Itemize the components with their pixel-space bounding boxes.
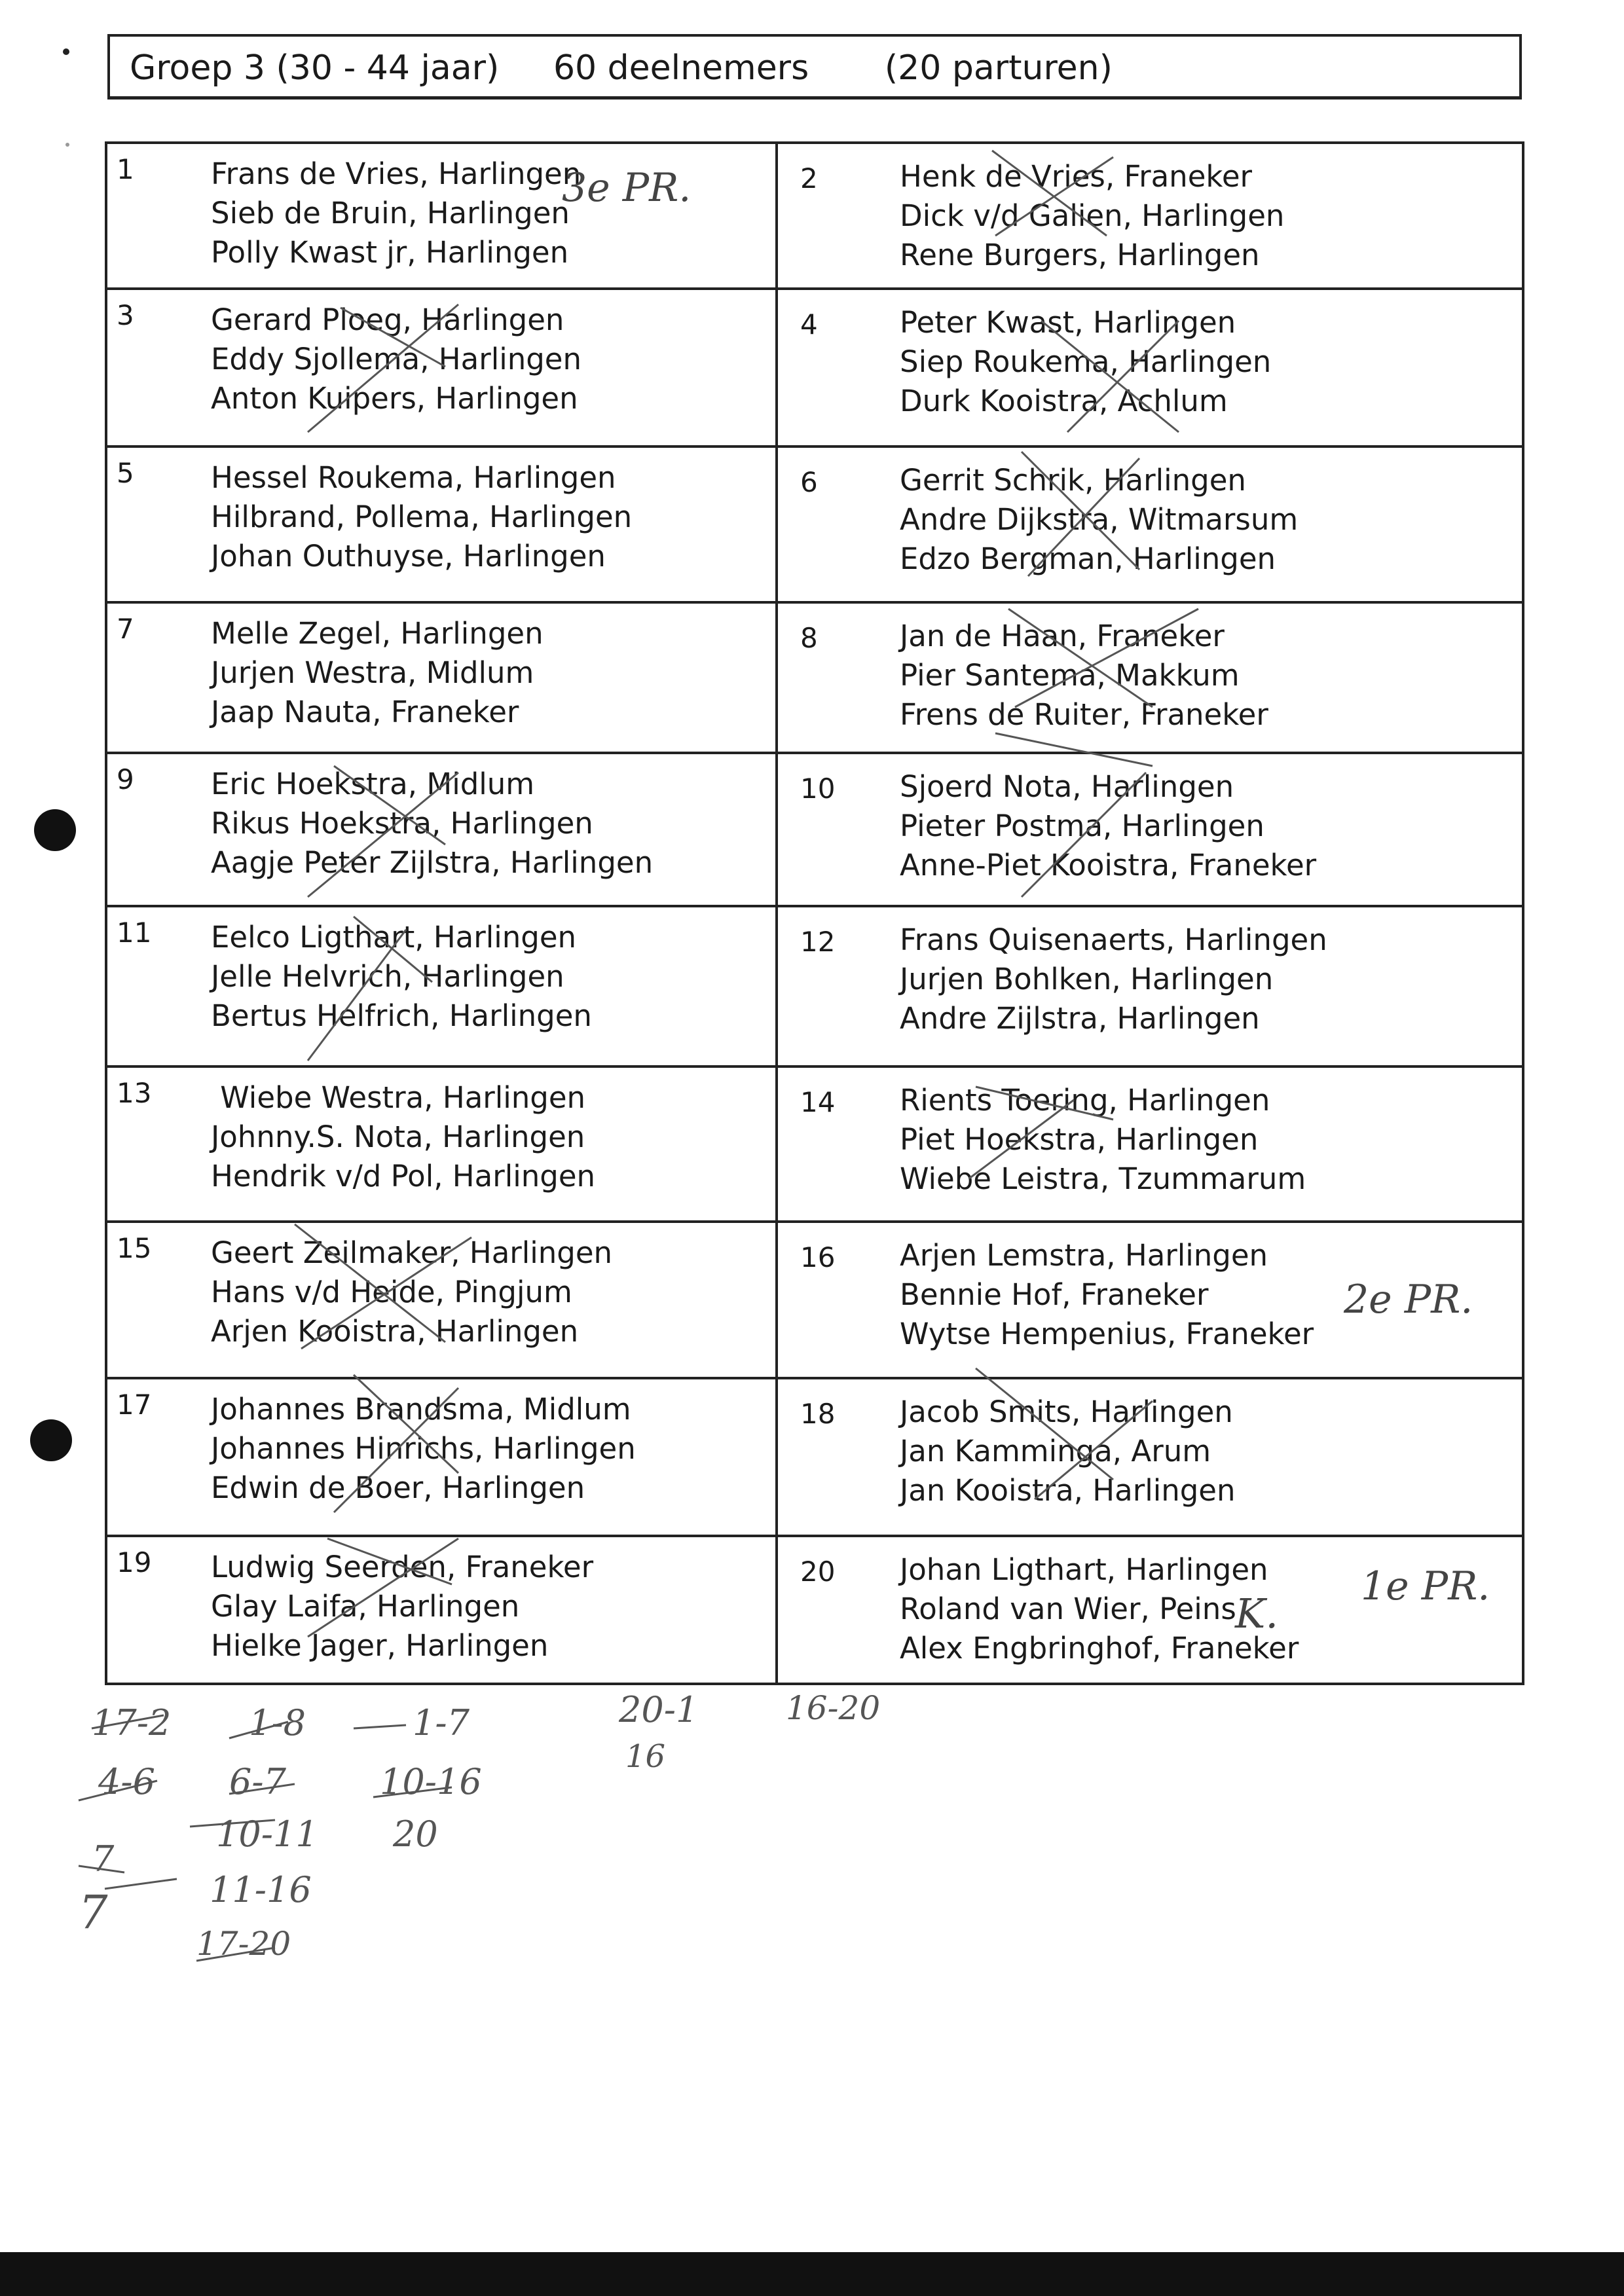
team-member: Pieter Postma, Harlingen bbox=[900, 809, 1264, 844]
team-member: Rikus Hoekstra, Harlingen bbox=[211, 806, 593, 841]
team-number: 13 bbox=[117, 1076, 152, 1109]
crossout-team-18 bbox=[976, 1368, 1153, 1499]
crossout-team-17 bbox=[334, 1375, 458, 1512]
note-col2-1: 1-8 bbox=[249, 1702, 306, 1743]
crossout-team-10 bbox=[995, 733, 1153, 897]
team-member: Hans v/d Heide, Pingjum bbox=[211, 1275, 572, 1310]
team-member: Johan Ligthart, Harlingen bbox=[900, 1552, 1268, 1588]
team-member: Wiebe Westra, Harlingen bbox=[211, 1080, 586, 1115]
note-col2-4: 11-16 bbox=[210, 1869, 312, 1910]
note-col4-1: 20-1 bbox=[619, 1689, 699, 1730]
team-number: 5 bbox=[117, 457, 134, 490]
crossout-team-15 bbox=[295, 1224, 471, 1349]
note-col1-3: 7 bbox=[92, 1838, 115, 1880]
team-member: Hessel Roukema, Harlingen bbox=[211, 460, 616, 496]
page-title: Groep 3 (30 - 44 jaar) 60 deelnemers (20 parturen) bbox=[130, 48, 1113, 88]
note-col4-2: 16 bbox=[625, 1738, 666, 1775]
team-member: Rene Burgers, Harlingen bbox=[900, 238, 1260, 272]
team-member: Rients Toering, Harlingen bbox=[900, 1082, 1270, 1118]
team-member: Pier Santema, Makkum bbox=[900, 657, 1240, 693]
crossout-team-3 bbox=[308, 304, 458, 432]
crossout-team-2 bbox=[992, 151, 1113, 236]
team-member: Anne-Piet Kooistra, Franeker bbox=[900, 848, 1317, 883]
team-number: 6 bbox=[800, 466, 818, 499]
k-note: K. bbox=[1235, 1590, 1279, 1637]
team-number: 20 bbox=[800, 1556, 836, 1588]
team-number: 12 bbox=[800, 925, 836, 958]
team-number: 11 bbox=[117, 916, 152, 949]
team-member: Jan Kamminga, Arum bbox=[900, 1433, 1211, 1468]
team-number: 2 bbox=[800, 162, 818, 194]
team-member: Jacob Smits, Harlingen bbox=[900, 1394, 1233, 1429]
team-number: 8 bbox=[800, 621, 818, 654]
team-number: 19 bbox=[117, 1546, 152, 1579]
team-member: Frens de Ruiter, Franeker bbox=[900, 697, 1268, 732]
team-member: Sjoerd Nota, Harlingen bbox=[900, 769, 1234, 805]
crossout-team-6 bbox=[1022, 452, 1139, 576]
team-member: Jurjen Westra, Midlum bbox=[211, 655, 534, 690]
team-member: Geert Zeilmaker, Harlingen bbox=[211, 1235, 613, 1271]
prize-note-1: 1e PR. bbox=[1361, 1563, 1490, 1609]
team-member: Sieb de Bruin, Harlingen bbox=[211, 196, 570, 230]
team-number: 10 bbox=[800, 773, 836, 805]
team-member: Johannes Brandsma, Midlum bbox=[211, 1391, 631, 1427]
team-member: Frans de Vries, Harlingen bbox=[211, 156, 581, 191]
prize-note-2: 2e PR. bbox=[1344, 1277, 1473, 1322]
note-col1-4: 7 bbox=[79, 1886, 108, 1939]
team-member: Eelco Ligthart, Harlingen bbox=[211, 919, 577, 955]
team-member: Gerard Ploeg, Harlingen bbox=[211, 302, 564, 337]
team-member: Arjen Lemstra, Harlingen bbox=[900, 1238, 1268, 1273]
team-member: Jelle Helvrich, Harlingen bbox=[211, 958, 564, 994]
team-member: Jan Kooistra, Harlingen bbox=[900, 1472, 1236, 1508]
note-col5-1: 16-20 bbox=[786, 1689, 881, 1727]
note-col2-3: 10-11 bbox=[216, 1813, 318, 1855]
team-member: Frans Quisenaerts, Harlingen bbox=[900, 922, 1327, 957]
team-number: 9 bbox=[117, 763, 134, 796]
crossout-team-9 bbox=[308, 766, 458, 897]
note-col2-2: 6-7 bbox=[229, 1761, 286, 1802]
team-member: Ludwig Seerden, Franeker bbox=[211, 1550, 594, 1585]
team-member: Hendrik v/d Pol, Harlingen bbox=[211, 1158, 596, 1194]
team-member: Durk Kooistra, Achlum bbox=[900, 383, 1228, 418]
team-member: Dick v/d Galien, Harlingen bbox=[900, 198, 1285, 233]
team-member: Johannes Hinrichs, Harlingen bbox=[211, 1430, 636, 1466]
team-member: Bennie Hof, Franeker bbox=[900, 1277, 1209, 1313]
team-number: 17 bbox=[117, 1388, 152, 1421]
team-member: Henk de Vries, Franeker bbox=[900, 159, 1253, 194]
note-col1-2: 4-6 bbox=[98, 1761, 155, 1802]
scan-edge-bar bbox=[0, 2252, 1624, 2296]
team-member: Hielke Jager, Harlingen bbox=[211, 1628, 549, 1664]
team-member: Melle Zegel, Harlingen bbox=[211, 615, 544, 651]
team-number: 16 bbox=[800, 1241, 836, 1274]
team-member: Piet Hoekstra, Harlingen bbox=[900, 1121, 1259, 1157]
team-member: Anton Kuipers, Harlingen bbox=[211, 380, 578, 416]
team-member: Hilbrand, Pollema, Harlingen bbox=[211, 500, 633, 535]
note-col1-1: 17-2 bbox=[92, 1702, 172, 1743]
team-member: Eric Hoekstra, Midlum bbox=[211, 767, 535, 802]
team-member: Johan Outhuyse, Harlingen bbox=[211, 539, 606, 574]
team-member: Johnny.S. Nota, Harlingen bbox=[211, 1119, 585, 1154]
team-number: 15 bbox=[117, 1232, 152, 1265]
team-member: Wiebe Leistra, Tzummarum bbox=[900, 1161, 1306, 1196]
team-member: Polly Kwast jr, Harlingen bbox=[211, 235, 569, 270]
team-number: 14 bbox=[800, 1085, 836, 1118]
team-member: Eddy Sjollema, Harlingen bbox=[211, 341, 582, 376]
team-member: Gerrit Schrik, Harlingen bbox=[900, 463, 1246, 498]
team-number: 3 bbox=[117, 299, 134, 331]
crossout-team-8 bbox=[1008, 609, 1198, 707]
prize-note-3: 3e PR. bbox=[562, 165, 692, 211]
team-member: Edwin de Boer, Harlingen bbox=[211, 1470, 585, 1505]
team-member: Bertus Helfrich, Harlingen bbox=[211, 998, 592, 1033]
team-member: Jan de Haan, Franeker bbox=[900, 618, 1225, 653]
team-member: Alex Engbringhof, Franeker bbox=[900, 1631, 1299, 1666]
crossout-team-14 bbox=[969, 1087, 1113, 1178]
team-member: Wytse Hempenius, Franeker bbox=[900, 1317, 1314, 1352]
crossout-team-4 bbox=[1041, 321, 1179, 432]
team-member: Aagje Peter Zijlstra, Harlingen bbox=[211, 845, 654, 881]
team-member: Andre Dijkstra, Witmarsum bbox=[900, 502, 1299, 538]
team-member: Arjen Kooistra, Harlingen bbox=[211, 1314, 579, 1349]
team-member: Roland van Wier, Peins bbox=[900, 1592, 1236, 1627]
team-member: Andre Zijlstra, Harlingen bbox=[900, 1000, 1260, 1036]
team-number: 7 bbox=[117, 612, 134, 645]
team-number: 18 bbox=[800, 1397, 836, 1430]
team-member: Siep Roukema, Harlingen bbox=[900, 344, 1272, 379]
team-member: Jaap Nauta, Franeker bbox=[211, 694, 519, 729]
note-col3-1: 1-7 bbox=[413, 1702, 470, 1743]
team-member: Edzo Bergman, Harlingen bbox=[900, 541, 1276, 577]
team-member: Jurjen Bohlken, Harlingen bbox=[900, 961, 1274, 996]
crossout-team-19 bbox=[308, 1539, 458, 1637]
crossout-team-11 bbox=[308, 917, 432, 1061]
team-member: Peter Kwast, Harlingen bbox=[900, 304, 1236, 340]
team-member: Glay Laifa, Harlingen bbox=[211, 1589, 520, 1624]
team-number: 1 bbox=[117, 153, 134, 185]
note-col2-5: 17-20 bbox=[196, 1925, 291, 1963]
note-col3-2: 10-16 bbox=[380, 1761, 482, 1802]
note-col3-3: 20 bbox=[393, 1813, 438, 1855]
team-number: 4 bbox=[800, 308, 818, 340]
